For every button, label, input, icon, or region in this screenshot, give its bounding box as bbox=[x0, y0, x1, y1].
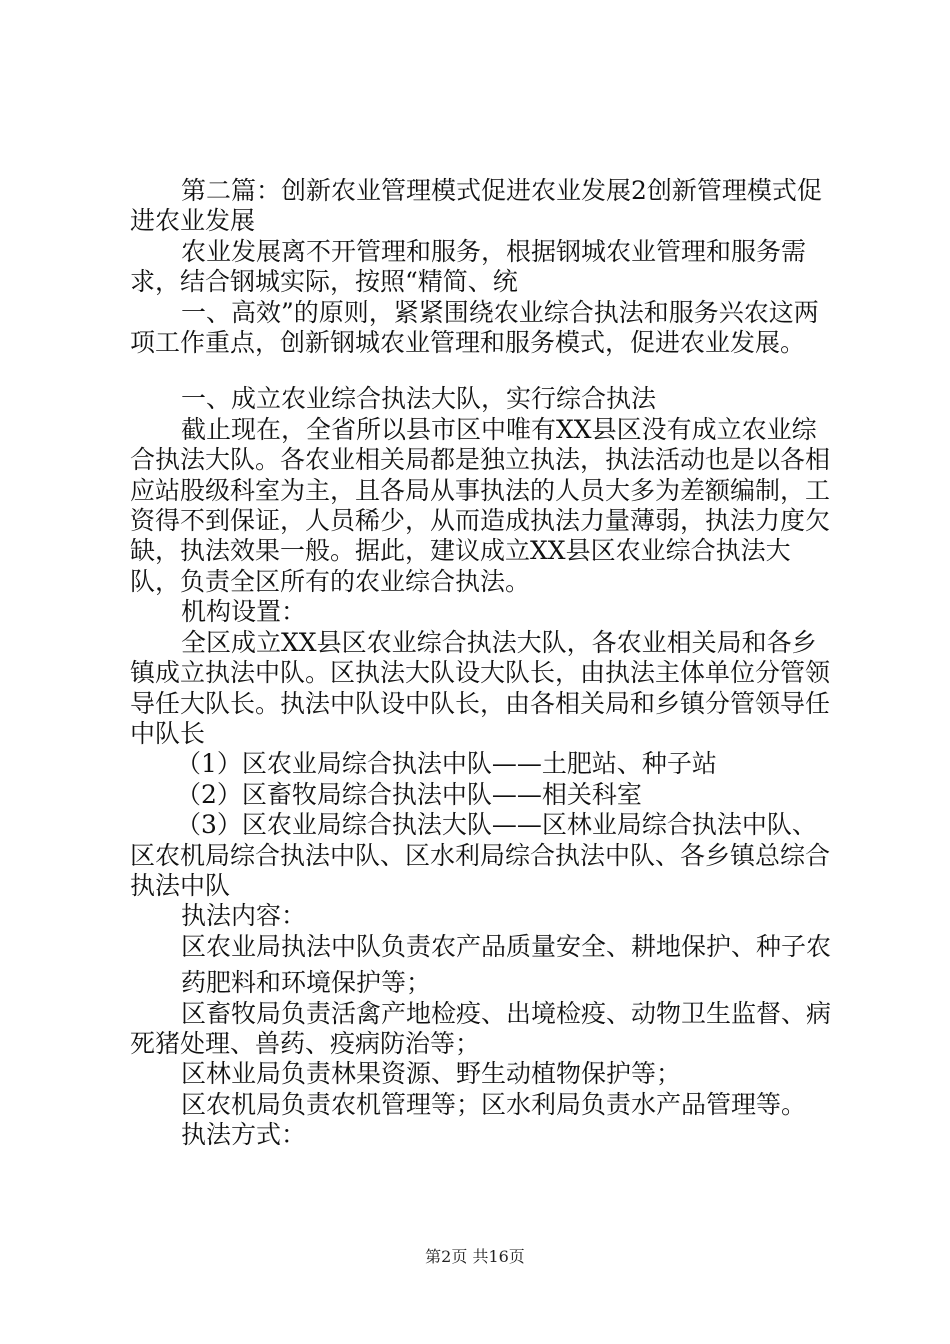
list-item-3: （3）区农业局综合执法大队——区林业局综合执法中队、区农机局综合执法中队、区水利局综合执法中队、各乡镇总综合执法中队 bbox=[130, 810, 831, 900]
list-item-2: （2）区畜牧局综合执法中队——相关科室 bbox=[176, 779, 642, 809]
document-body bbox=[130, 176, 840, 1151]
paragraph-2: 一、高效”的原则，紧紧围绕农业综合执法和服务兴农这两项工作重点，创新钢城农业管理和服务模式，促进农业发展。 bbox=[130, 297, 819, 358]
paragraph-8: 区林业局负责林果资源、野生动植物保护等； bbox=[181, 1059, 682, 1089]
paragraph-4: 全区成立XX县区农业综合执法大队，各农业相关局和各乡镇成立执法中队。区执法大队设大队长，由执法主体单位分管领导任大队长。执法中队设中队长，由各相关局和乡镇分管领导任中队长 bbox=[130, 627, 831, 748]
paragraph-5: 区农业局执法中队负责农产品质量安全、耕地保护、种子农 bbox=[181, 931, 832, 961]
document-title: 第二篇：创新农业管理模式促进农业发展2创新管理模式促进农业发展 bbox=[130, 176, 822, 236]
paragraph-6: 药肥料和环境保护等； bbox=[181, 968, 432, 998]
paragraph-7: 区畜牧局负责活禽产地检疫、出境检疫、动物卫生监督、病死猪处理、兽药、疫病防治等； bbox=[130, 998, 832, 1058]
page-footer: 第2页 共16页 bbox=[425, 1247, 525, 1266]
section-heading: 一、成立农业综合执法大队，实行综合执法 bbox=[181, 384, 657, 414]
paragraph-3: 截止现在，全省所以县市区中唯有XX县区没有成立农业综合执法大队。各农业相关局都是独立执法，执法活动也是以各相应站股级科室为主，且各局从事执法的人员大多为差额编制，工资得不到保证，人员稀少，从而造成执法力量薄弱，执法力度欠缺，执法效果一般。据此，建议成立XX县区农业综合执法大队，负责全区所有的农业综合执法。 bbox=[130, 414, 831, 596]
list-item-1: （1）区农业局综合执法中队——土肥站、种子站 bbox=[176, 749, 717, 779]
subheading-method: 执法方式： bbox=[181, 1120, 307, 1150]
paragraph-gap bbox=[130, 358, 840, 384]
paragraph-1: 农业发展离不开管理和服务，根据钢城农业管理和服务需求，结合钢城实际，按照“精简、统 bbox=[130, 236, 807, 297]
subheading-content: 执法内容： bbox=[181, 901, 307, 931]
paragraph-9: 区农机局负责农机管理等；区水利局负责水产品管理等。 bbox=[181, 1089, 807, 1119]
subheading-structure: 机构设置： bbox=[181, 597, 307, 627]
